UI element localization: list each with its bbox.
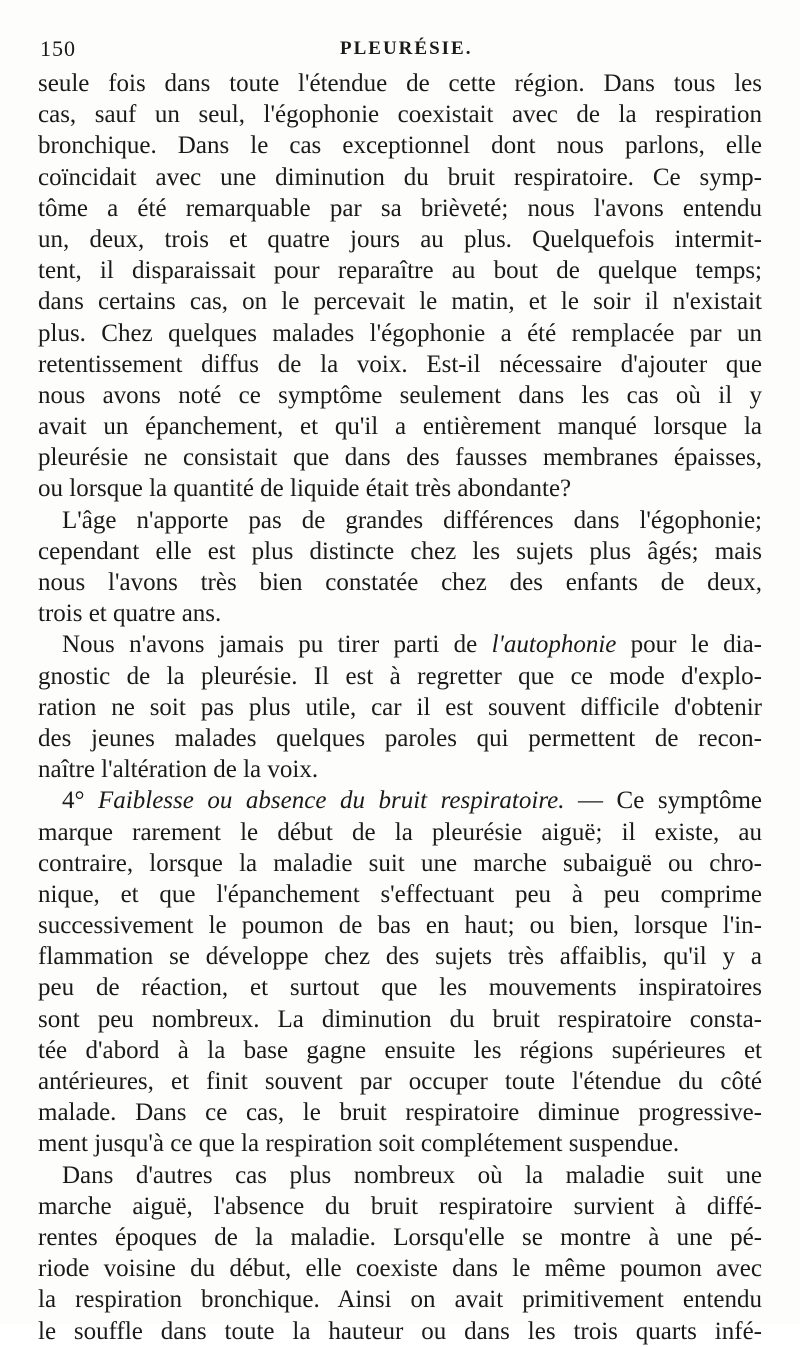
text-line: trois et quatre ans.	[38, 600, 222, 628]
page-number: 150	[40, 36, 76, 61]
text-line: le souffle dans toute la hauteur ou dans les trois quarts infé-	[38, 1317, 762, 1345]
text-line: Dans d'autres cas plus nombreux où la maladie suit une	[62, 1161, 762, 1189]
text-line: cependant elle est plus distincte chez les sujets plus âgés; mais	[38, 537, 762, 565]
text-line: malade. Dans ce cas, le bruit respiratoire diminue progressive-	[38, 1099, 762, 1127]
text-line: retentissement diffus de la voix. Est-il nécessaire d'ajouter que	[38, 350, 762, 378]
text-line: un, deux, trois et quatre jours au plus. Quelquefois intermit-	[38, 225, 762, 253]
text-line: bronchique. Dans le cas exceptionnel dont nous parlons, elle	[38, 132, 762, 160]
text-line: tôme a été remarquable par sa brièveté; nous l'avons entendu	[38, 194, 762, 222]
text-line: peu de réaction, et surtout que les mouvements inspiratoires	[38, 974, 762, 1002]
text-line: marche aiguë, l'absence du bruit respiratoire survient à diffé-	[38, 1192, 762, 1220]
text-line: seule fois dans toute l'étendue de cette région. Dans tous les	[38, 70, 762, 97]
text-line: naître l'altération de la voix.	[38, 756, 319, 784]
text-line: contraire, lorsque la maladie suit une marche subaiguë ou chro-	[38, 849, 762, 877]
text-line: ration ne soit pas plus utile, car il est souvent difficile d'obtenir	[38, 693, 762, 721]
text-line: gnostic de la pleurésie. Il est à regretter que ce mode d'explo-	[38, 662, 762, 690]
italic-term: l'autophonie	[491, 631, 617, 659]
text-line: marque rarement le début de la pleurésie aiguë; il existe, au	[38, 818, 762, 846]
page-header	[40, 34, 760, 64]
text-line: riode voisine du début, elle coexiste dans le même poumon avec	[38, 1255, 762, 1283]
text-run: Nous n'avons jamais pu tirer parti de	[62, 631, 492, 659]
text-line: flammation se développe chez des sujets très affaiblis, qu'il y a	[38, 943, 762, 971]
text-line: dans certains cas, on le percevait le matin, et le soir il n'existait	[38, 288, 762, 316]
running-title: PLEURÉSIE.	[340, 38, 473, 59]
text-run: — Ce symptôme	[564, 787, 763, 815]
text-line: tent, il disparaissait pour reparaître au bout de quelque temps;	[38, 257, 762, 285]
text-line: ment jusqu'à ce que la respiration soit complétement suspendue.	[38, 1130, 680, 1158]
text-line: nous l'avons très bien constatée chez des enfants de deux,	[38, 569, 762, 596]
text-line: pleurésie ne consistait que dans des fausses membranes épaisses,	[38, 444, 762, 472]
text-line: la respiration bronchique. Ainsi on avait primitivement entendu	[38, 1286, 762, 1314]
text-line: ou lorsque la quantité de liquide était très abondante?	[38, 475, 572, 503]
text-line: coïncidait avec une diminution du bruit respiratoire. Ce symp-	[38, 163, 762, 191]
body-text	[38, 68, 762, 1347]
section-number: 4°	[62, 787, 99, 815]
text-line: antérieures, et finit souvent par occuper toute l'étendue du côté	[38, 1068, 762, 1095]
text-line	[38, 629, 762, 660]
text-line: des jeunes malades quelques paroles qui permettent de recon-	[38, 724, 762, 752]
text-line: L'âge n'apporte pas de grandes différences dans l'égophonie;	[62, 506, 762, 534]
text-line: sont peu nombreux. La diminution du bruit respiratoire consta-	[38, 1005, 762, 1033]
text-line: successivement le poumon de bas en haut; ou bien, lorsque l'in-	[38, 912, 762, 940]
section-heading: Faiblesse ou absence du bruit respiratoire.	[98, 787, 565, 815]
text-run: pour le dia-	[616, 631, 763, 659]
text-line: cas, sauf un seul, l'égophonie coexistait avec de la respiration	[38, 101, 762, 129]
text-line: plus. Chez quelques malades l'égophonie a été remplacée par un	[38, 319, 762, 347]
text-line	[38, 785, 762, 816]
text-line: tée d'abord à la base gagne ensuite les régions supérieures et	[38, 1036, 762, 1064]
text-line: avait un épanchement, et qu'il a entièrement manqué lorsque la	[38, 413, 762, 441]
text-line: nous avons noté ce symptôme seulement dans les cas où il y	[38, 381, 762, 409]
text-line: nique, et que l'épanchement s'effectuant peu à peu comprime	[38, 880, 762, 908]
text-line: rentes époques de la maladie. Lorsqu'elle se montre à une pé-	[38, 1223, 762, 1251]
